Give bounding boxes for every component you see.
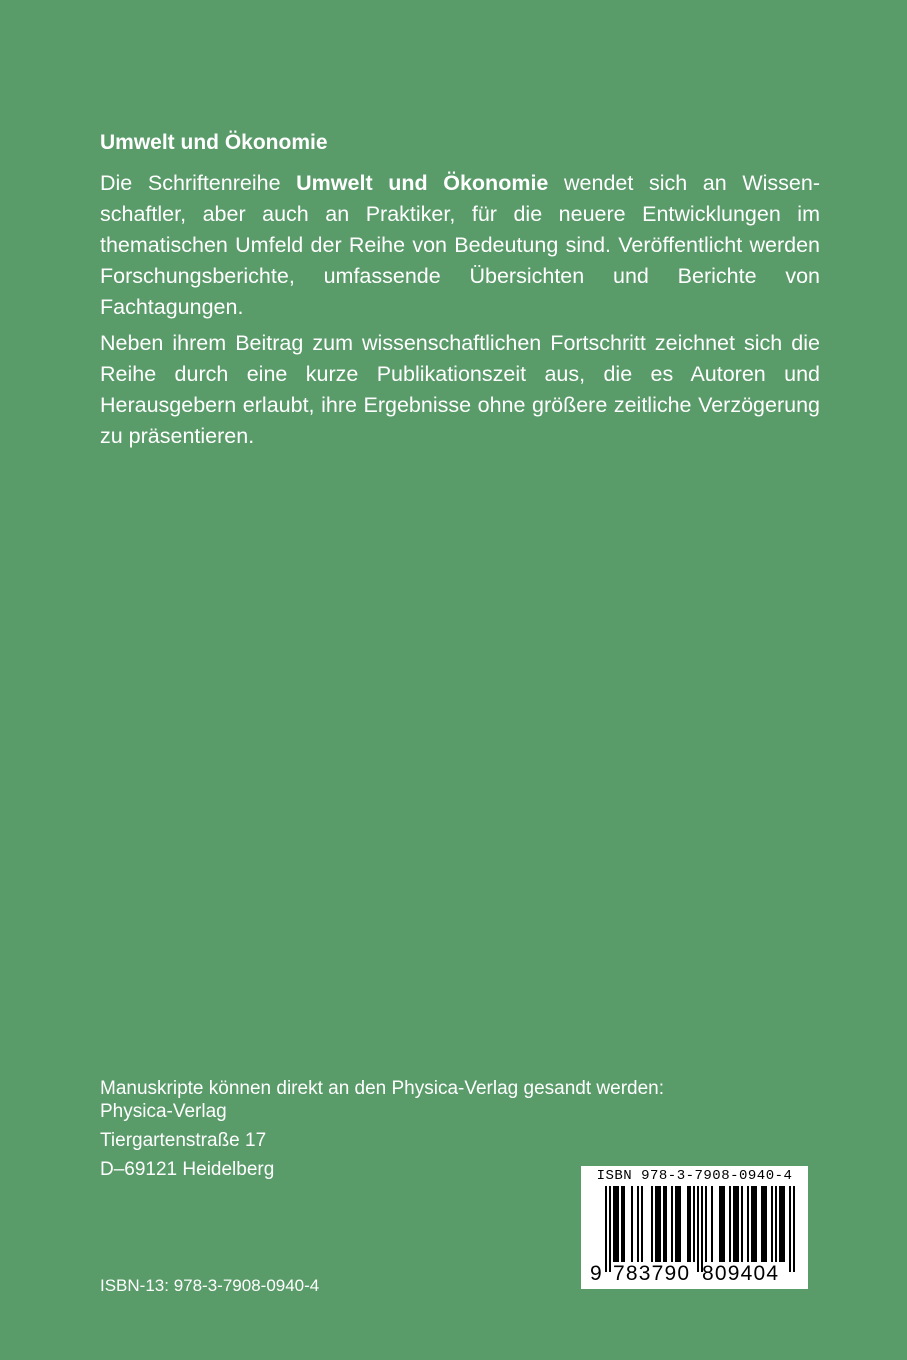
- isbn-barcode: [581, 1166, 808, 1289]
- barcode-bar: [697, 1186, 699, 1272]
- barcode-bar: [737, 1186, 739, 1262]
- barcode-bar: [755, 1186, 757, 1262]
- description-intro: Die Schriftenreihe: [100, 171, 281, 195]
- barcode-bar: [671, 1186, 673, 1262]
- barcode-bar: [675, 1186, 677, 1262]
- barcode-bar: [775, 1186, 777, 1262]
- barcode-lead-digit: 9: [590, 1262, 602, 1285]
- barcode-bar: [663, 1186, 665, 1262]
- barcode-bar: [689, 1186, 691, 1262]
- barcode-bar: [615, 1186, 617, 1262]
- barcode-bar: [741, 1186, 743, 1262]
- barcode-bar: [705, 1186, 707, 1262]
- barcode-bar: [677, 1186, 679, 1262]
- barcode-isbn-label: ISBN 978-3-7908-0940-4: [596, 1168, 793, 1184]
- barcode-bar: [657, 1186, 659, 1262]
- series-benefits: Neben ihrem Beitrag zum wissenschaftlichen Fortschritt zeichnet sich die Reihe durch eine kurze Publikationszeit aus, die es Autoren und Herausgebern erlaubt, ihre Ergebnisse ohne größere zeitliche Verzögerung zu präsentieren.: [100, 331, 820, 448]
- address-line-city: D–69121 Heidelberg: [100, 1159, 275, 1180]
- barcode-bar: [765, 1186, 767, 1262]
- barcode-right-group: 809404: [702, 1262, 780, 1285]
- manuscript-note: Manuskripte können direkt an den Physica-Verlag gesandt werden:: [100, 1078, 665, 1099]
- barcode-bar: [751, 1186, 753, 1262]
- barcode-bar: [735, 1186, 737, 1262]
- barcode-bar: [665, 1186, 667, 1262]
- barcode-bar: [761, 1186, 763, 1262]
- barcode-bar: [719, 1186, 721, 1262]
- barcode-bar: [621, 1186, 623, 1262]
- barcode-bar: [747, 1186, 749, 1262]
- barcode-bar: [771, 1186, 773, 1262]
- barcode-bar: [631, 1186, 633, 1262]
- barcode-bar: [783, 1186, 785, 1262]
- barcode-left-group: 783790: [613, 1262, 691, 1285]
- barcode-bar: [641, 1186, 643, 1262]
- barcode-bar: [623, 1186, 625, 1262]
- barcode-bar: [687, 1186, 689, 1262]
- barcode-bar: [637, 1186, 639, 1262]
- barcode-bar: [733, 1186, 735, 1262]
- barcode-bar: [779, 1186, 781, 1262]
- isbn-text: ISBN-13: 978-3-7908-0940-4: [100, 1276, 320, 1295]
- description-rest: wendet sich an Wissenschaftler, aber auch an Praktiker, für die neuere Entwicklungen im thematischen Umfeld der Reihe von Bedeutung sind. Veröffentlicht werden Forschungsberichte, umfassende Übersichten und Berichte von Fachtagungen.: [100, 171, 820, 319]
- series-description: [100, 168, 820, 323]
- barcode-bar: [711, 1186, 713, 1262]
- barcode-bar: [793, 1186, 795, 1272]
- barcode-bar: [693, 1186, 695, 1262]
- barcode-bar: [789, 1186, 791, 1272]
- barcode-bar: [613, 1186, 615, 1262]
- barcode-bar: [781, 1186, 783, 1262]
- barcode-bar: [605, 1186, 607, 1272]
- barcode-bar: [609, 1186, 611, 1272]
- barcode-bar: [655, 1186, 657, 1262]
- address-line-street: Tiergartenstraße 17: [100, 1130, 267, 1151]
- barcode-bar: [679, 1186, 681, 1262]
- barcode-bar: [763, 1186, 765, 1262]
- barcode-bar: [617, 1186, 619, 1262]
- barcode-bar: [651, 1186, 653, 1262]
- barcode-bar: [701, 1186, 703, 1272]
- address-line-publisher: Physica-Verlag: [100, 1101, 227, 1122]
- series-title: Umwelt und Ökonomie: [100, 131, 328, 154]
- barcode-bar: [721, 1186, 723, 1262]
- barcode-bar: [729, 1186, 731, 1262]
- publisher-address: [100, 1097, 274, 1184]
- barcode-bar: [659, 1186, 661, 1262]
- barcode-bar: [723, 1186, 725, 1262]
- series-name-bold: Umwelt und Ökonomie: [296, 171, 549, 195]
- barcode-bar: [753, 1186, 755, 1262]
